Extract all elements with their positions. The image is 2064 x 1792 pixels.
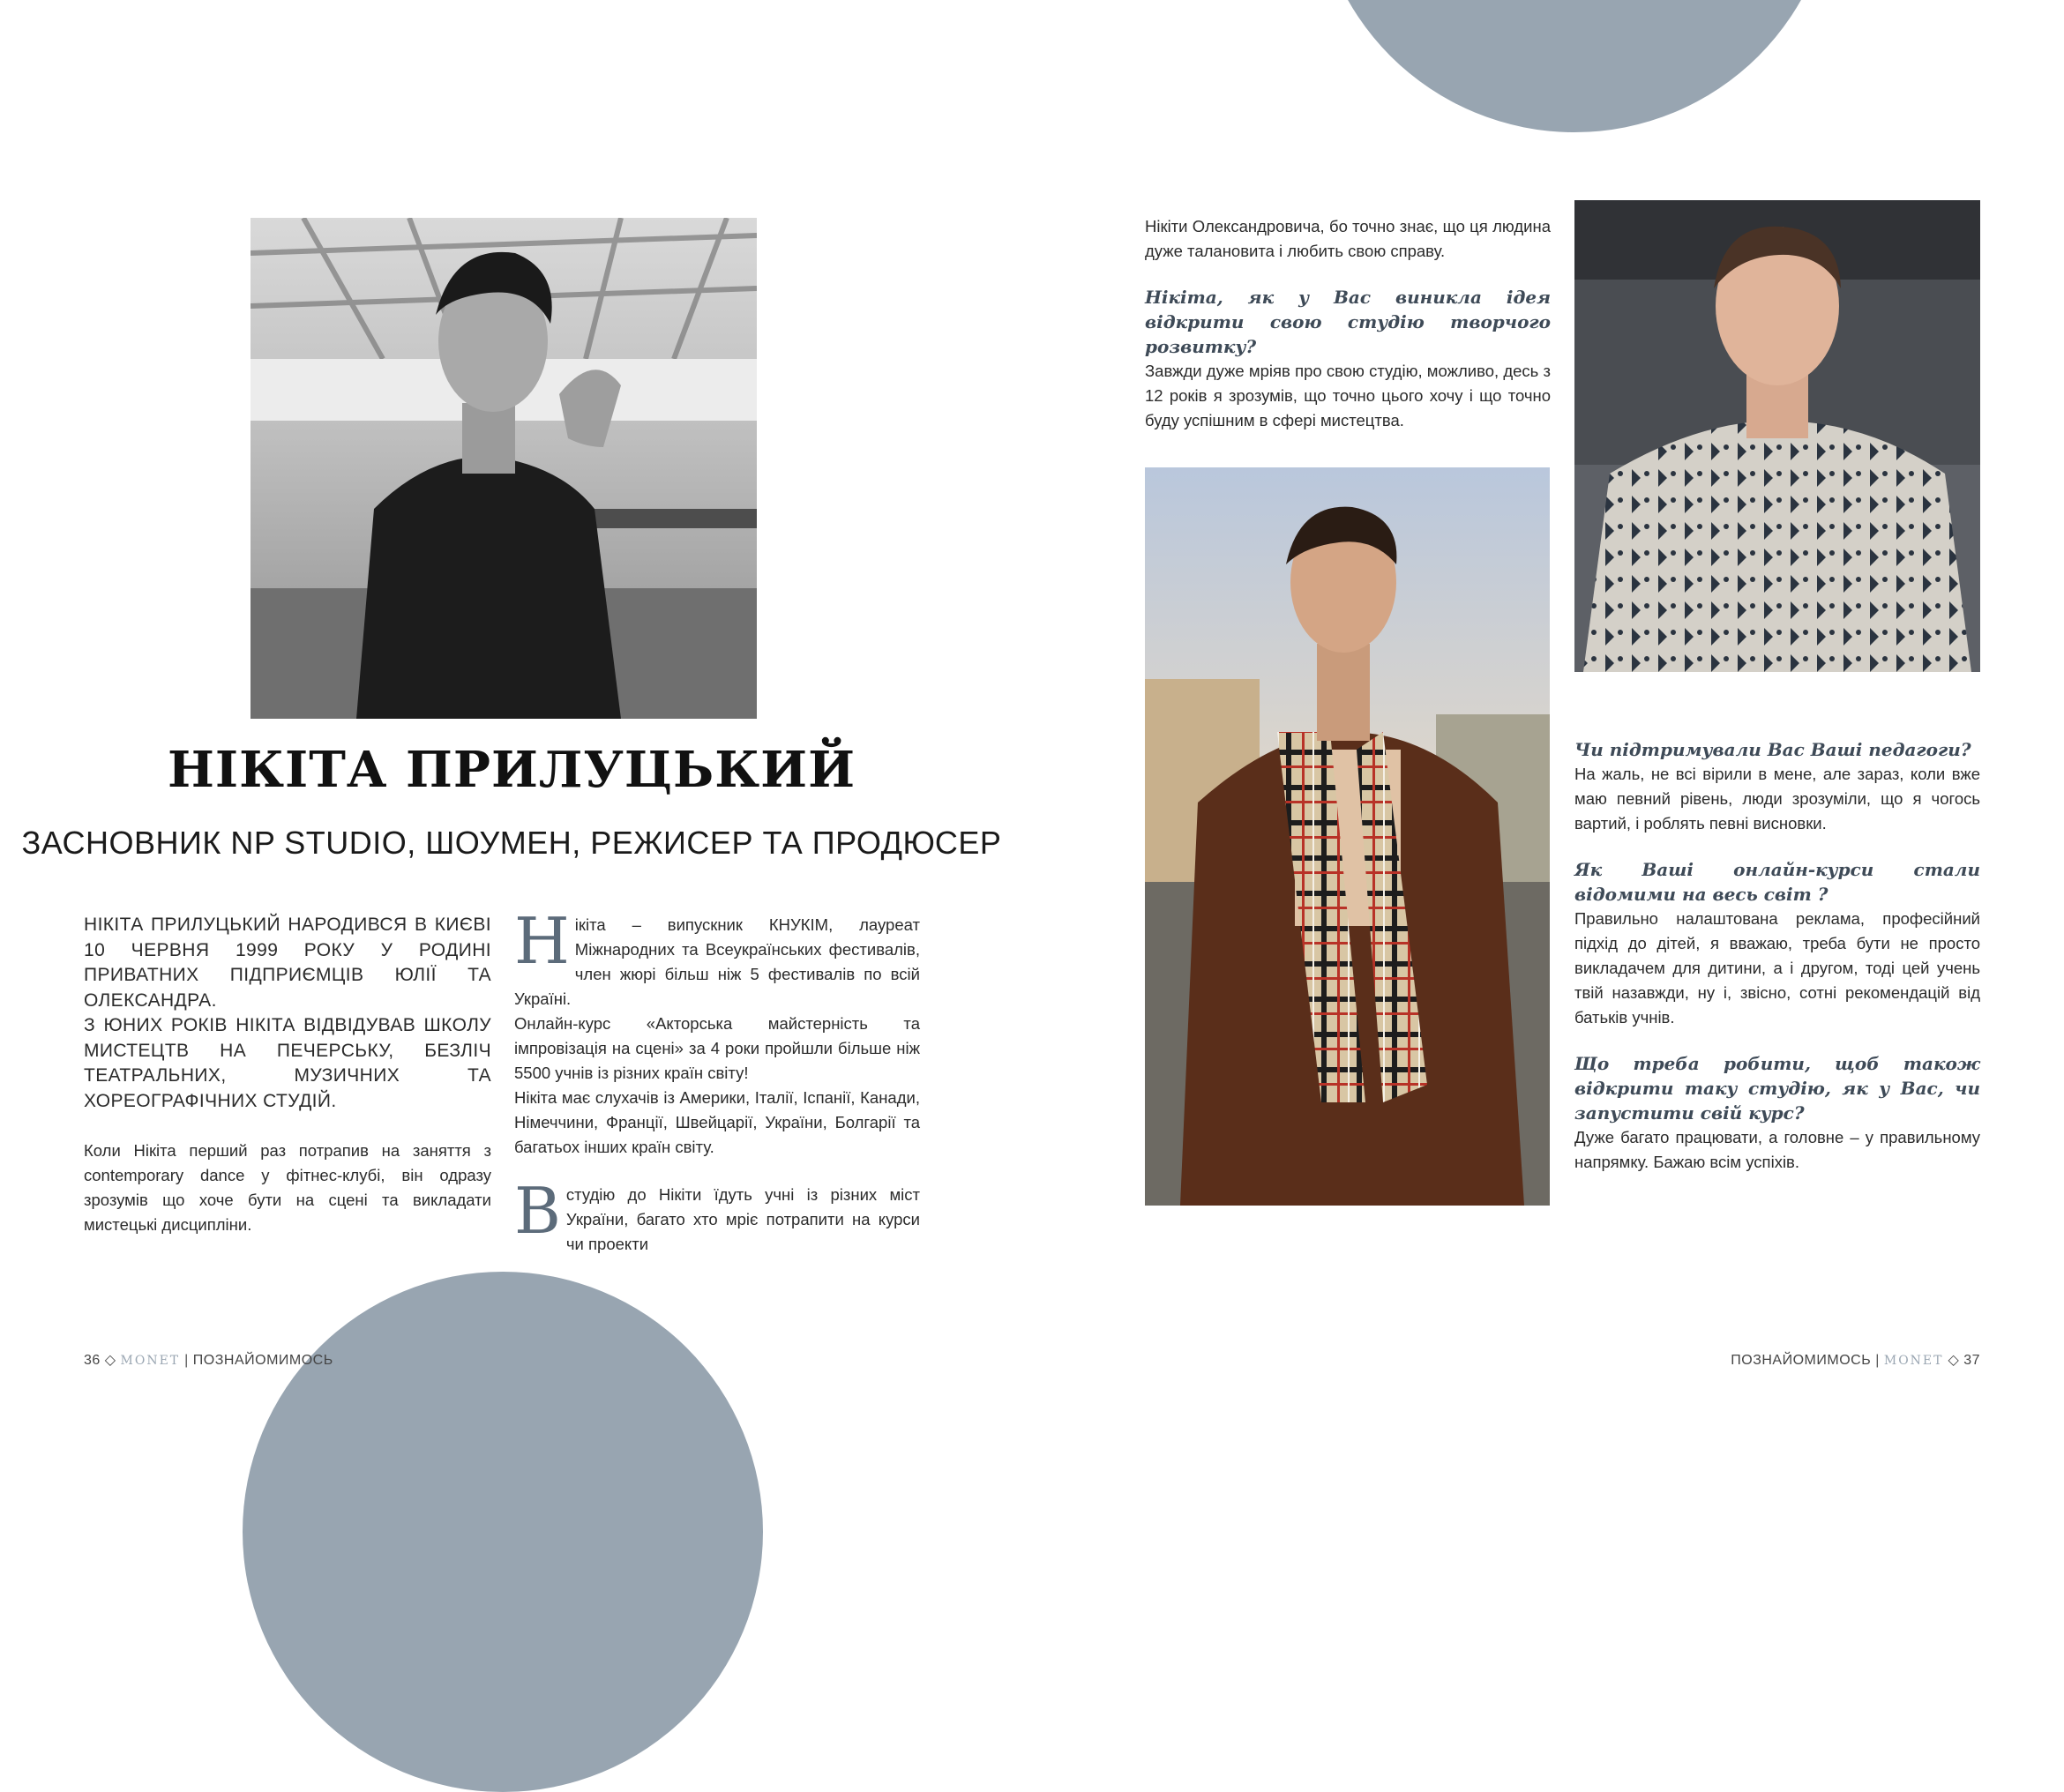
page-number-right: 37	[1963, 1353, 1980, 1368]
decorative-circle-bottom	[243, 1272, 763, 1792]
section-label: ПОЗНАЙОМИМОСЬ	[1731, 1353, 1872, 1368]
answer-3: Правильно налаштована реклама, професійний підхід до дітей, я вважаю, треба бути не просто викладачем для дитини, а і другом, тоді цей учень твій назавжди, ну і, звісно, сотні рекомендацій від батьків учнів.	[1574, 909, 1980, 1027]
bio-paragraph-2-text: студію до Нікіти їдуть учні із різних міст України, багато хто мріє потрапити на курси чи проекти	[565, 1185, 920, 1253]
answer-2: На жаль, не всі вірили в мене, але зараз, коли вже маю певний рівень, люди зрозуміли, що я чогось вартий, і роблять певні висновки.	[1574, 765, 1980, 833]
page-number-left: 36	[84, 1353, 101, 1368]
footer-left	[84, 1351, 333, 1369]
biography-column	[514, 904, 920, 1257]
bio-paragraph-2	[514, 1174, 920, 1257]
question-1: Нікіта, як у Вас виникла ідея відкрити свою студію творчого розвитку?	[1145, 287, 1551, 357]
question-3: Як Ваші онлайн-курси стали відомими на весь світ ?	[1574, 859, 1980, 905]
bio-paragraph-1-text: ікіта – випускник КНУКІМ, лауреат Міжнародних та Всеукраїнських фестивалів, член жюрі більш ніж 5 фестивалів по всій Україні.	[514, 915, 920, 1008]
footer-separator: |	[184, 1353, 189, 1368]
brand-logo: MONET	[120, 1354, 181, 1368]
portrait-photo-bw	[251, 218, 757, 719]
person-name-heading: НІКІТА ПРИЛУЦЬКИЙ	[168, 741, 856, 799]
answer-1: Завжди дуже мріяв про свою студію, можливо, десь з 12 років я зрозумів, що точно цього хочу і що точно буду успішним в сфері мистецтва.	[1145, 362, 1551, 429]
section-label: ПОЗНАЙОМИМОСЬ	[192, 1353, 333, 1368]
portrait-photo-scarf	[1145, 467, 1550, 1206]
interview-column-2	[1574, 737, 1980, 1175]
dropcap-2: В	[514, 1174, 561, 1248]
bio-paragraph-1c: Нікіта має слухачів із Америки, Італії, Іспанії, Канади, Німеччини, Франції, Швейцарії, України, Болгарії та багатьох інших країн світу.	[514, 1088, 920, 1156]
footer-separator: |	[1875, 1353, 1880, 1368]
brand-logo: MONET	[1883, 1354, 1944, 1368]
question-2: Чи підтримували Вас Ваші педагоги?	[1574, 739, 1971, 760]
footer-right	[1731, 1351, 1980, 1369]
diamond-icon: ◇	[1948, 1353, 1960, 1368]
decorative-circle-top	[1314, 0, 1835, 132]
dropcap-1: Н	[514, 904, 570, 978]
intro-column	[84, 913, 491, 1237]
diamond-icon: ◇	[104, 1353, 116, 1368]
interview-column-1	[1145, 214, 1551, 433]
bio-paragraph-1b: Онлайн-курс «Акторська майстерність та імпровізація на сцені» за 4 роки пройшли більше ніж 5500 учнів із різних країн світу!	[514, 1014, 920, 1082]
intro-caps-paragraph-2: З ЮНИХ РОКІВ НІКІТА ВІДВІДУВАВ ШКОЛУ МИСТЕЦТВ НА ПЕЧЕРСЬКУ, БЕЗЛІЧ ТЕАТРАЛЬНИХ, МУЗИЧНИХ ТА ХОРЕОГРАФІЧНИХ СТУДІЙ.	[84, 1015, 491, 1111]
person-subtitle: ЗАСНОВНИК NP STUDIO, ШОУМЕН, РЕЖИСЕР ТА ПРОДЮСЕР	[21, 825, 1002, 861]
intro-text-paragraph: Коли Нікіта перший раз потрапив на заняття з contemporary dance у фітнес-клубі, він одразу зрозумів що хоче бути на сцені та викладати мистецькі дисципліни.	[84, 1141, 491, 1234]
bio-paragraph-1	[514, 904, 920, 1012]
answer-4: Дуже багато працювати, а головне – у правильному напрямку. Бажаю всім успіхів.	[1574, 1128, 1980, 1171]
continued-text: Нікіти Олександровича, бо точно знає, що ця людина дуже талановита і любить свою справу.	[1145, 217, 1551, 260]
intro-caps-paragraph: НІКІТА ПРИЛУЦЬКИЙ НАРОДИВСЯ В КИЄВІ 10 ЧЕРВНЯ 1999 РОКУ У РОДИНІ ПРИВАТНИХ ПІДПРИЄМЦІВ ЮЛІЇ ТА ОЛЕКСАНДРА.	[84, 915, 491, 1011]
portrait-photo-shirt	[1574, 200, 1980, 672]
question-4: Що треба робити, щоб також відкрити таку студію, як у Вас, чи запустити свій курс?	[1574, 1053, 1980, 1124]
